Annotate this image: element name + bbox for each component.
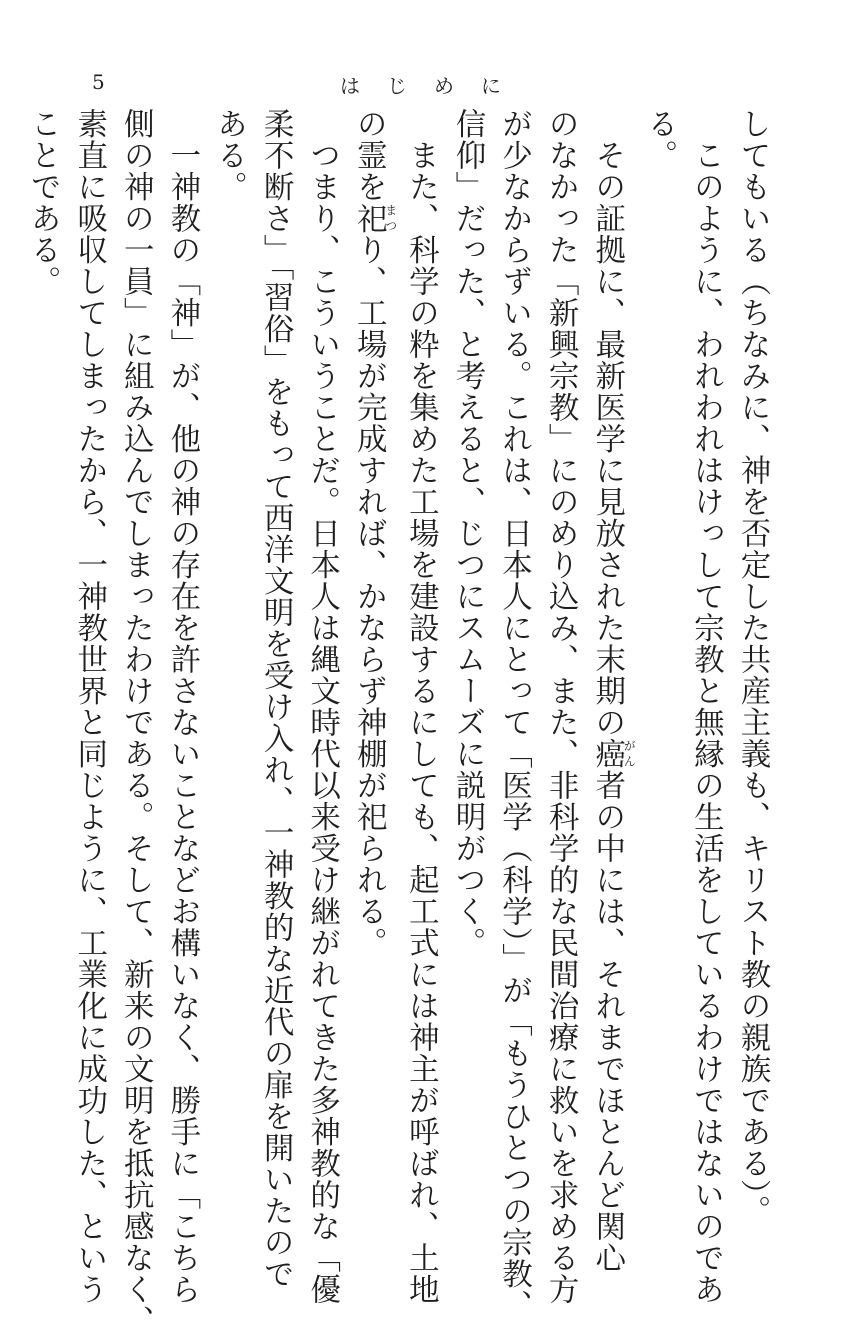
text-line: ある。 [211, 108, 247, 203]
text-line: してもいる（ちなみに、神を否定した共産主義も、キリスト教の親族である）。 [735, 108, 770, 1227]
running-head: はじめに [340, 74, 528, 98]
text-segment: の霊を [351, 108, 387, 203]
body-text [25, 108, 775, 1337]
text-line: 信仰」だった、と考えると、じつにスムーズに説明がつく。 [449, 108, 485, 959]
page-number: 5 [92, 70, 106, 94]
ruby-word [589, 738, 637, 770]
text-line: また、科学の粋を集めた工場を建設するにしても、起工式には神主が呼ばれ、土地 [403, 108, 439, 1305]
text-line [345, 108, 397, 1133]
text-line: 柔不断さ」「習俗」をもって西洋文明を受け入れ、一神教的な近代の扉を開いたので [258, 108, 294, 1290]
ruby-reading: がん [622, 738, 637, 770]
text-line: が少なからずいる。これは、日本人にとって「医学（科学）」が「もうひとつの宗教、 [496, 108, 532, 1322]
text-segment: り、工場が完成すれば、かならず神棚が祀られる。 [351, 234, 387, 959]
text-line: 一神教の「神」が、他の神の存在を許さないことなどお構いなく、勝手に「こちら [164, 108, 200, 1305]
ruby-reading: まつ [383, 202, 398, 234]
text-line: のなかった「新興宗教」にのめり込み、また、非科学的な民間治療に救いを求める方 [543, 108, 579, 1305]
text-segment: その証拠に、最新医学に見放された末期の [589, 108, 625, 738]
text-line: ことである。 [25, 108, 61, 297]
text-line: 側の神の一員」に組み込んでしまったわけである。そして、新来の文明を抵抗感なく、 [118, 108, 154, 1337]
text-line [583, 108, 637, 1274]
text-line: 素直に吸収してしまったから、一神教世界と同じように、工業化に成功した、という [71, 108, 107, 1305]
text-line: このように、われわれはけっして宗教と無縁の生活をしているわけではないのであ [688, 108, 724, 1305]
ruby-base: 祀 [351, 202, 387, 234]
text-line: つまり、こういうことだ。日本人は縄文時代以来受け継がれてきた多神教的な「優 [304, 108, 340, 1305]
ruby-base: 癌 [589, 738, 625, 770]
text-segment: 者の中には、それまでほとんど関心 [589, 769, 625, 1274]
text-line: る。 [641, 108, 677, 171]
ruby-word [351, 202, 398, 235]
